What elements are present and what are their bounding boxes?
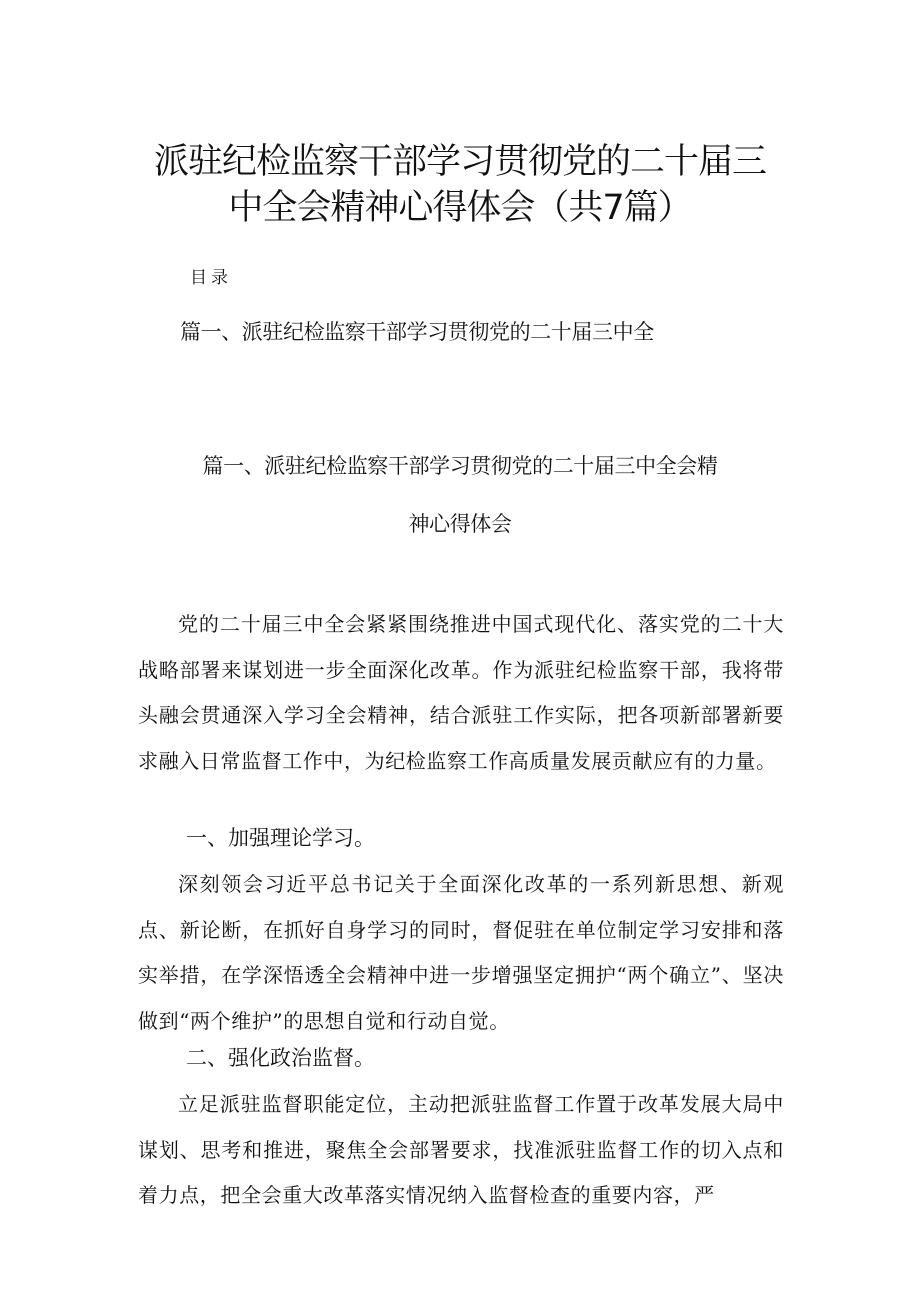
section-heading-line-2: 神心得体会 — [408, 512, 512, 536]
document-title-line-1: 派驻纪检监察干部学习贯彻党的二十届三 — [153, 142, 766, 182]
subsection-body-theory-study: 深刻领会习近平总书记关于全面深化改革的一系列新思想、新观点、新论断，在抓好自身学习的同时，督促驻在单位制定学习安排和落实举措，在学深悟透全会精神中进一步增强坚定拥护“两个确立”、坚决做到“两个维护”的思想自觉和行动自觉。 — [138, 872, 784, 1033]
document-title-line-2: 中全会精神心得体会（共7篇） — [228, 188, 692, 228]
subsection-body-political-supervision: 立足派驻监督职能定位，主动把派驻监督工作置于改革发展大局中谋划、思考和推进，聚焦全会部署要求，找准派驻监督工作的切入点和着力点，把全会重大改革落实情况纳入监督检查的重要内容，严 — [138, 1092, 784, 1207]
toc-item[interactable]: 篇一、派驻纪检监察干部学习贯彻党的二十届三中全 — [180, 320, 654, 344]
intro-paragraph: 党的二十届三中全会紧紧围绕推进中国式现代化、落实党的二十大战略部署来谋划进一步全面深化改革。作为派驻纪检监察干部，我将带头融会贯通深入学习全会精神，结合派驻工作实际，把各项新部署新要求融入日常监督工作中，为纪检监察工作高质量发展贡献应有的力量。 — [138, 612, 784, 773]
section-heading-line-1: 篇一、派驻纪检监察干部学习贯彻党的二十届三中全会精 — [202, 454, 718, 478]
table-of-contents-label: 目录 — [190, 268, 232, 288]
subsection-heading-political-supervision: 二、强化政治监督。 — [186, 1046, 375, 1070]
subsection-heading-theory-study: 一、加强理论学习。 — [186, 826, 375, 850]
